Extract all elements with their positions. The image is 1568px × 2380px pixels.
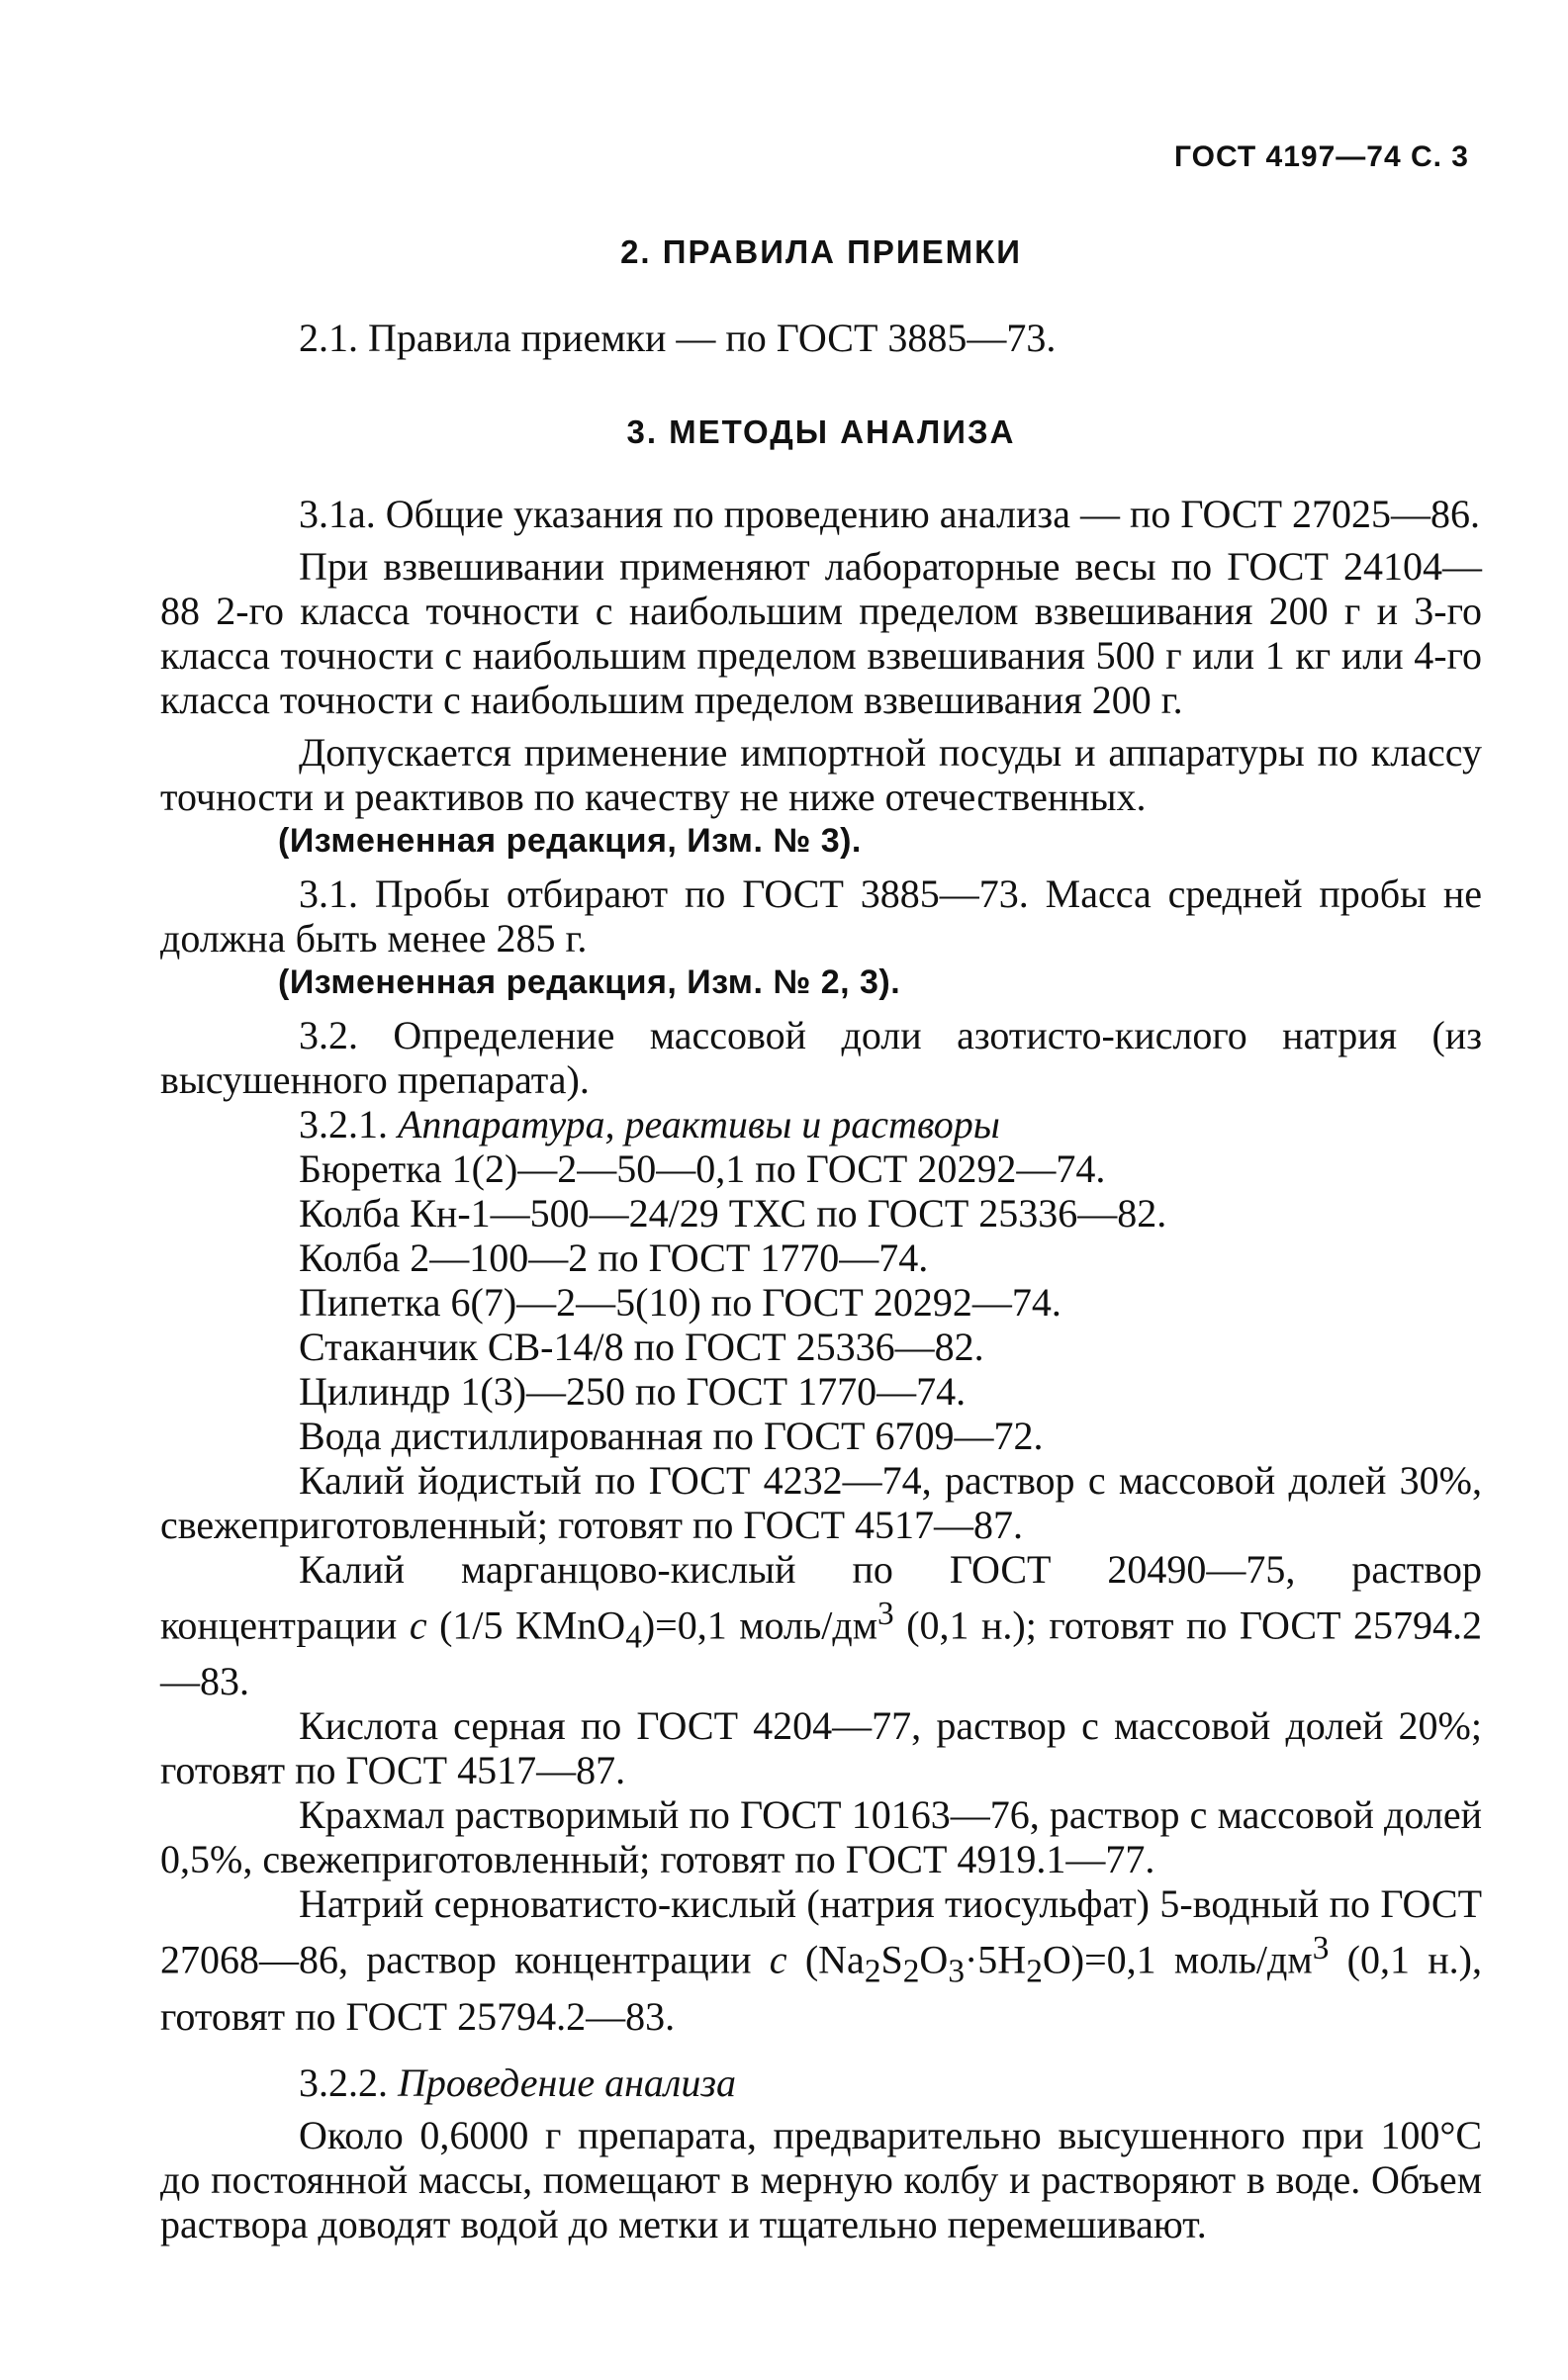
clause-3-2: 3.2. Определение массовой доли азотисто-кислого натрия (из высушенного препарата). (160, 1013, 1482, 1102)
clause-3-2-1-heading (160, 1102, 1482, 1146)
equipment-item: Цилиндр 1(3)—250 по ГОСТ 1770—74. (299, 1369, 967, 1414)
clause-3-1: 3.1. Пробы отбирают по ГОСТ 3885—73. Масса средней пробы не должна быть менее 285 г. (160, 871, 1482, 961)
equipment-item: Колба 2—100—2 по ГОСТ 1770—74. (299, 1236, 929, 1280)
procedure-paragraph: Около 0,6000 г препарата, предварительно высушенного при 100°С до постоянной массы, помещают в мерную колбу и растворяют в воде. Объем раствора доводят водой до метки и тщательно перемешивают. (160, 2112, 1482, 2246)
amendment-note-2: (Измененная редакция, Изм. № 2, 3). (278, 963, 901, 1001)
equipment-item: Вода дистиллированная по ГОСТ 6709—72. (299, 1414, 1044, 1458)
reagent-sulfuric-acid: Кислота серная по ГОСТ 4204—77, раствор с массовой долей 20%; готовят по ГОСТ 4517—87. (160, 1703, 1482, 1793)
equipment-item: Стаканчик СВ-14/8 по ГОСТ 25336—82. (299, 1325, 984, 1369)
reagent-starch: Крахмал растворимый по ГОСТ 10163—76, раствор с массовой долей 0,5%, свежеприготовленный; готовят по ГОСТ 4919.1—77. (160, 1792, 1482, 1882)
equipment-item: Пипетка 6(7)—2—5(10) по ГОСТ 20292—74. (299, 1280, 1061, 1325)
weighing-paragraph: При взвешивании применяют лабораторные весы по ГОСТ 24104—88 2-го класса точности с наибольшим пределом взвешивания 200 г и 3-го класса точности с наибольшим пределом взвешивания 500 г или 1 кг или 4-го класса точности с наибольшим пределом взвешивания 200 г. (160, 544, 1482, 722)
amendment-note-1: (Измененная редакция, Изм. № 3). (278, 822, 862, 860)
equipment-item: Колба Кн-1—500—24/29 ТХС по ГОСТ 25336—82. (299, 1191, 1167, 1236)
clause-3-2-1-title: Аппаратура, реактивы и растворы (398, 1102, 1000, 1146)
clause-3-1a: 3.1а. Общие указания по проведению анализа — по ГОСТ 27025—86. (299, 492, 1481, 536)
page-header: ГОСТ 4197—74 С. 3 (1174, 140, 1469, 173)
reagent-potassium-permanganate: Калий марганцово-кислый по ГОСТ 20490—75, раствор концентрации c (1/5 КMnO$_4$)=0,1 моль/$дм^3$ (0,1 н.); готовят по ГОСТ 25794.2—83. (160, 1547, 1482, 1704)
clause-2-1: 2.1. Правила приемки — по ГОСТ 3885—73. (299, 316, 1057, 360)
clause-number: 3.2.1. (299, 1102, 388, 1146)
clause-number: 3.2.2. (299, 2060, 388, 2105)
document-body (160, 218, 1482, 2246)
section-3-title: 3. МЕТОДЫ АНАЛИЗА (626, 413, 1016, 450)
clause-3-2-2-heading (160, 2060, 1482, 2105)
equipment-item: Бюретка 1(2)—2—50—0,1 по ГОСТ 20292—74. (299, 1146, 1106, 1191)
reagent-sodium-thiosulfate: Натрий серноватисто-кислый (натрия тиосульфат) 5-водный по ГОСТ 27068—86, раствор концентрации c $(Na_2S_2O_3\cdot 5H_2O)=0,1$ моль/$дм^3$ (0,1 н.), готовят по ГОСТ 25794.2—83. (160, 1881, 1483, 2039)
import-paragraph: Допускается применение импортной посуды и аппаратуры по классу точности и реактивов по качеству не ниже отечественных. (160, 730, 1482, 819)
section-2-title: 2. ПРАВИЛА ПРИЕМКИ (620, 233, 1022, 270)
clause-3-2-2-title: Проведение анализа (398, 2060, 736, 2105)
reagent-potassium-iodide: Калий йодистый по ГОСТ 4232—74, раствор с массовой долей 30%, свежеприготовленный; готовят по ГОСТ 4517—87. (160, 1458, 1482, 1547)
